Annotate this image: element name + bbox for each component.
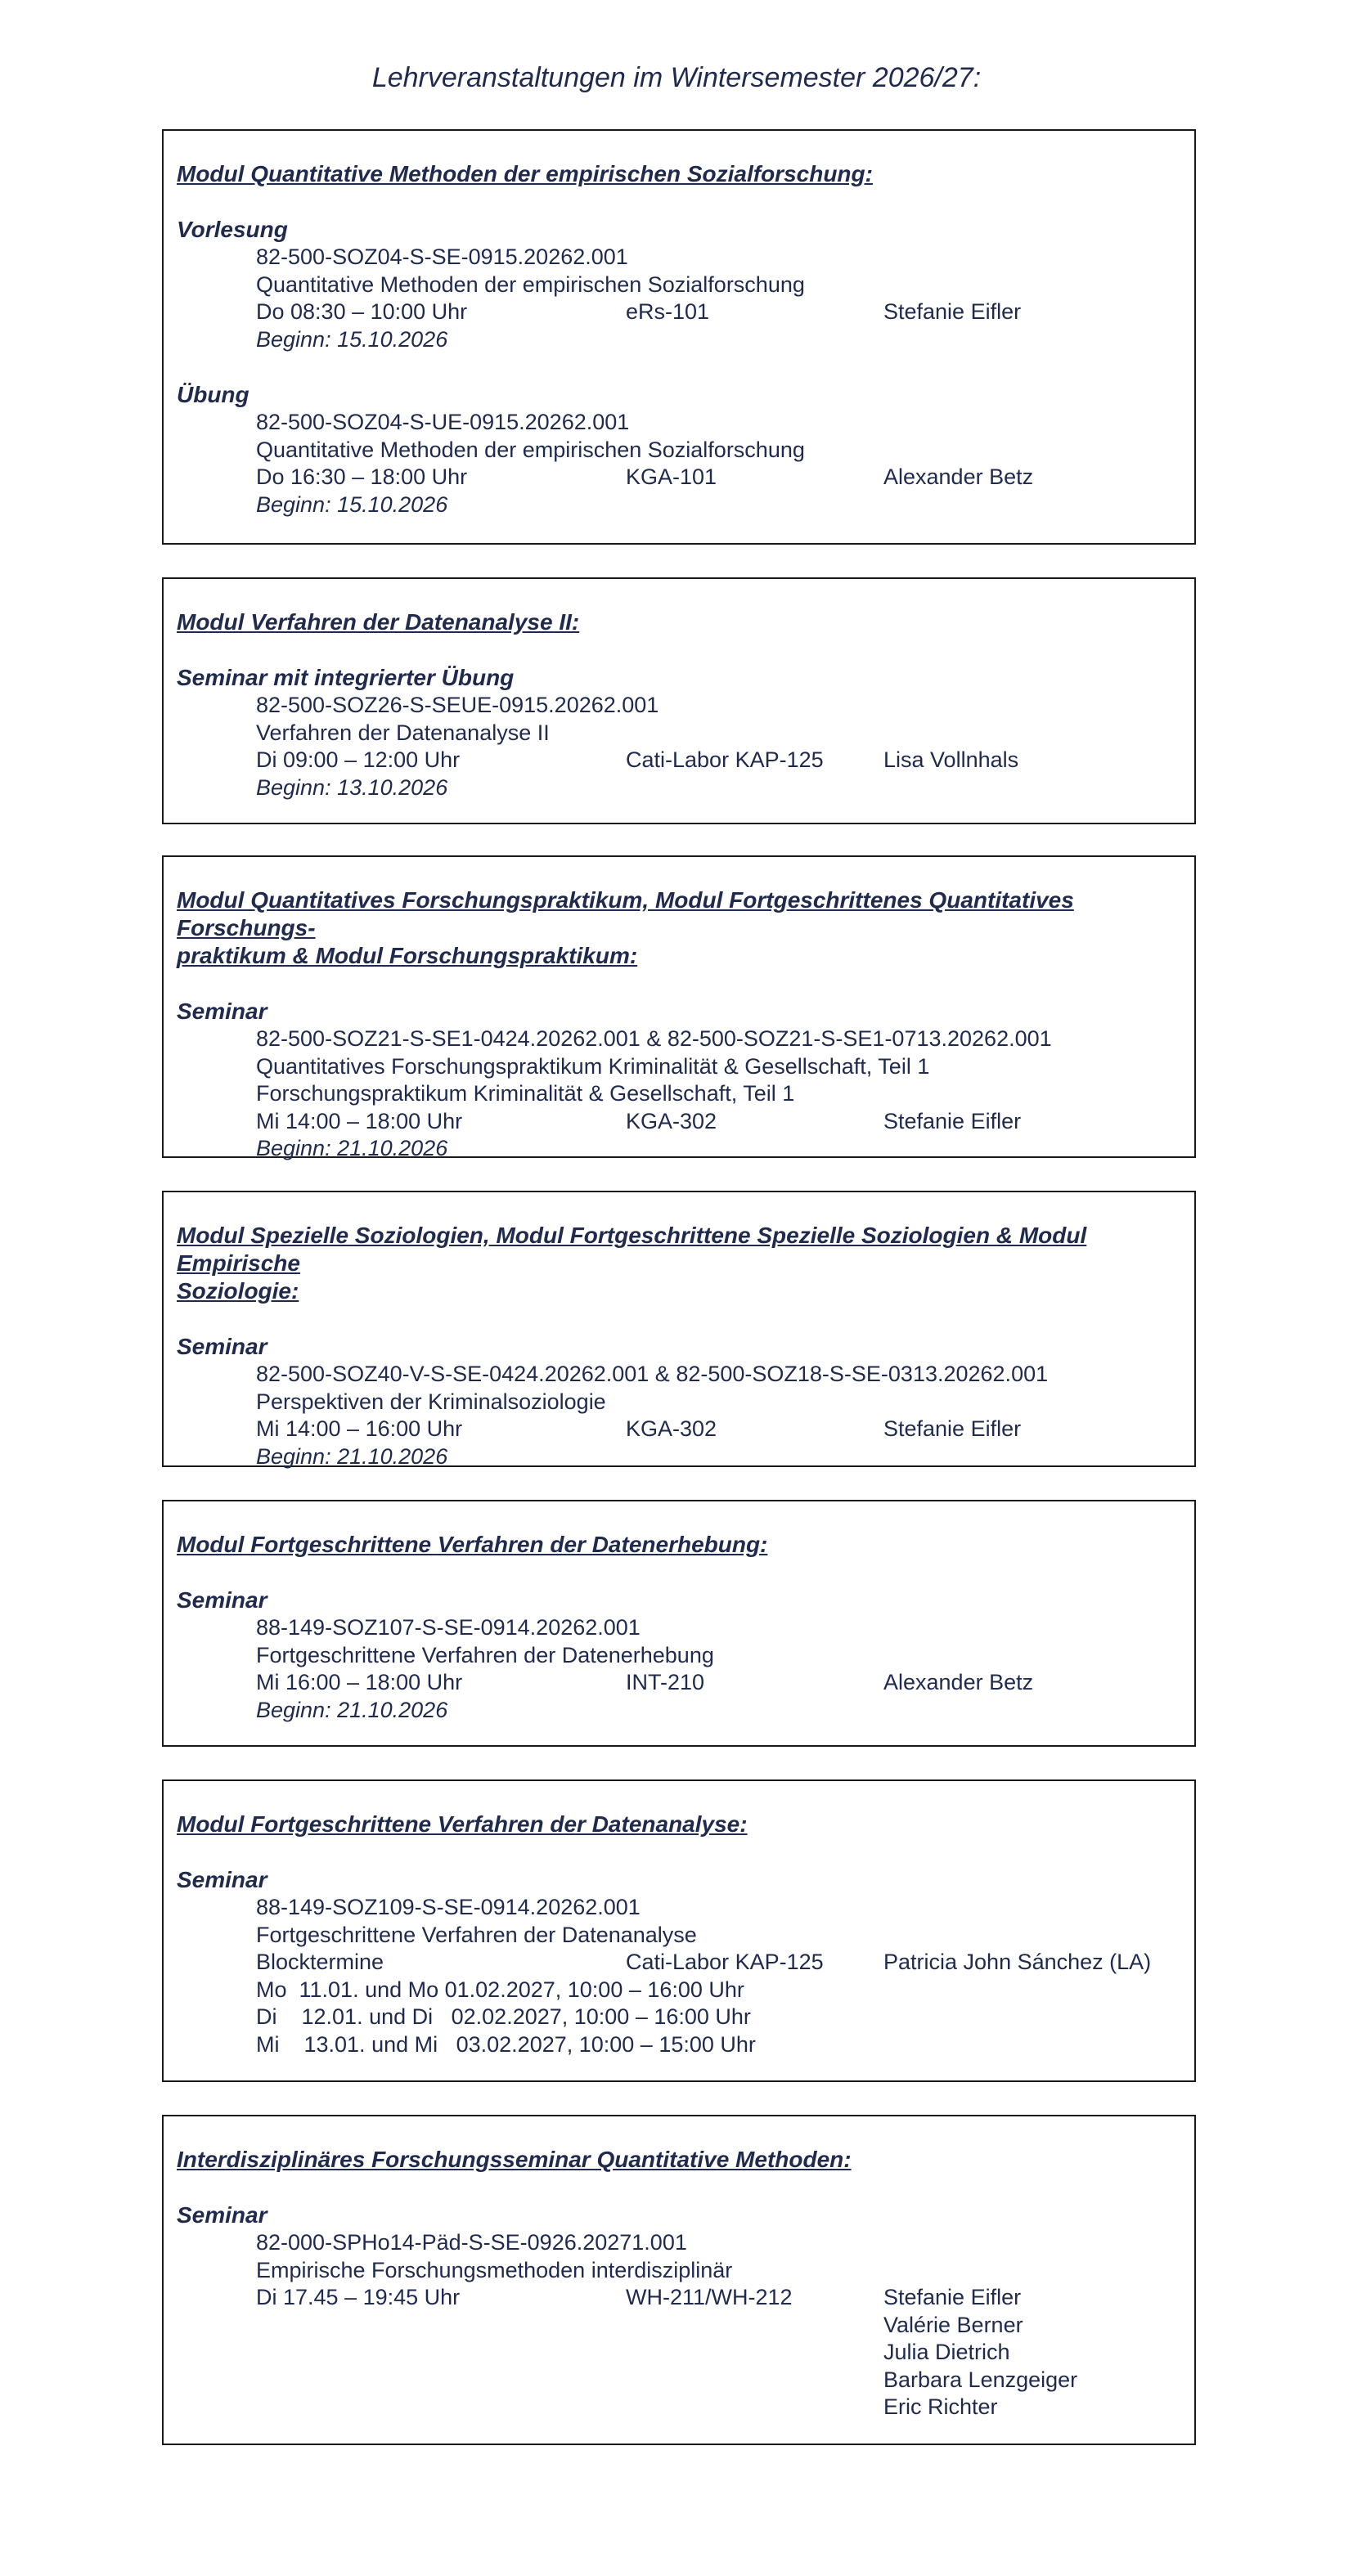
- course-schedule-row: [256, 747, 1194, 774]
- course-room: KGA-302: [626, 1416, 717, 1441]
- course-start: Beginn: 15.10.2026: [256, 491, 448, 517]
- course-time: Do 16:30 – 18:00 Uhr: [256, 464, 468, 489]
- course-start: Beginn: 13.10.2026: [256, 774, 448, 800]
- course-room: Cati-Labor KAP-125: [626, 747, 824, 772]
- block-date: [256, 2031, 1194, 2059]
- module-box-interdisziplinaer: [162, 2115, 1196, 2445]
- module-title: [177, 886, 1142, 970]
- course-code: 82-500-SOZ21-S-SE1-0424.20262.001 & 82-500-SOZ21-S-SE1-0713.20262.001: [256, 1026, 1052, 1051]
- course-schedule-row: [256, 1949, 1194, 1977]
- module-title-line: Modul Quantitatives Forschungspraktikum, Modul Fortgeschrittenes Quantitatives Forschungs-: [177, 887, 1074, 940]
- course-room: Cati-Labor KAP-125: [626, 1950, 824, 1974]
- course-lecturer: Patricia John Sánchez (LA): [883, 1950, 1152, 1974]
- course-start: Beginn: 21.10.2026: [256, 1697, 448, 1722]
- course-schedule-row: [256, 1416, 1194, 1443]
- course-entry: [177, 1866, 1194, 2058]
- course-room: WH-211/WH-212: [626, 2285, 793, 2309]
- module-box-spezielle-soziologien: [162, 1191, 1196, 1467]
- course-entry: [177, 381, 1194, 518]
- module-title-line: praktikum & Modul Forschungspraktikum:: [177, 943, 638, 968]
- course-code: 82-500-SOZ40-V-S-SE-0424.20262.001 & 82-500-SOZ18-S-SE-0313.20262.001: [256, 1362, 1049, 1386]
- course-name: Perspektiven der Kriminalsoziologie: [256, 1389, 606, 1414]
- course-name-secondary: Forschungspraktikum Kriminalität & Gesellschaft, Teil 1: [256, 1081, 795, 1106]
- course-lecturer: Alexander Betz: [883, 1670, 1034, 1694]
- course-type: Übung: [177, 382, 249, 407]
- module-title: Modul Quantitative Methoden der empirischen Sozialforschung:: [177, 161, 873, 186]
- module-title-line: Soziologie:: [177, 1278, 299, 1304]
- course-code: 88-149-SOZ109-S-SE-0914.20262.001: [256, 1895, 641, 1919]
- course-lecturer: Alexander Betz: [883, 464, 1034, 489]
- course-code: 88-149-SOZ107-S-SE-0914.20262.001: [256, 1615, 641, 1640]
- course-time: Mi 14:00 – 16:00 Uhr: [256, 1416, 463, 1441]
- course-lecturer: Valérie Berner: [883, 2312, 1023, 2337]
- module-title: Modul Fortgeschrittene Verfahren der Datenanalyse:: [177, 1811, 748, 1837]
- block-date: [256, 1977, 1194, 2004]
- module-title: Modul Fortgeschrittene Verfahren der Datenerhebung:: [177, 1532, 768, 1557]
- module-box-datenerhebung: [162, 1500, 1196, 1747]
- course-schedule-row: [256, 464, 1194, 491]
- course-lecturer-row: [256, 2367, 1194, 2394]
- module-title: Modul Verfahren der Datenanalyse II:: [177, 609, 580, 635]
- course-room: KGA-101: [626, 464, 717, 489]
- course-lecturer: Eric Richter: [883, 2394, 998, 2419]
- course-start: Beginn: 21.10.2026: [256, 1136, 448, 1160]
- course-type: Vorlesung: [177, 217, 288, 242]
- course-code: 82-500-SOZ04-S-SE-0915.20262.001: [256, 245, 628, 269]
- course-type: Seminar: [177, 1867, 267, 1892]
- module-box-forschungspraktikum: [162, 855, 1196, 1158]
- course-entry: [177, 1333, 1194, 1470]
- course-type: Seminar: [177, 1334, 267, 1359]
- course-room: INT-210: [626, 1670, 705, 1694]
- course-schedule-row: [256, 1108, 1194, 1136]
- module-title: [177, 1222, 1142, 1305]
- course-room: eRs-101: [626, 299, 710, 324]
- course-name: Fortgeschrittene Verfahren der Datenerhebung: [256, 1642, 714, 1667]
- course-time: Di 17.45 – 19:45 Uhr: [256, 2285, 461, 2309]
- course-entry: [177, 1586, 1194, 1724]
- course-lecturer: Stefanie Eifler: [883, 1108, 1022, 1133]
- course-code: 82-500-SOZ04-S-UE-0915.20262.001: [256, 410, 630, 434]
- course-lecturer: Stefanie Eifler: [883, 2285, 1022, 2309]
- course-code: 82-500-SOZ26-S-SEUE-0915.20262.001: [256, 693, 659, 717]
- course-type: Seminar mit integrierter Übung: [177, 665, 515, 690]
- module-title: Interdisziplinäres Forschungsseminar Quantitative Methoden:: [177, 2147, 852, 2172]
- course-time: Mi 16:00 – 18:00 Uhr: [256, 1670, 463, 1694]
- course-name: Quantitatives Forschungspraktikum Kriminalität & Gesellschaft, Teil 1: [256, 1053, 930, 1079]
- course-code: 82-000-SPHo14-Päd-S-SE-0926.20271.001: [256, 2230, 687, 2255]
- course-type: Seminar: [177, 2202, 267, 2228]
- course-schedule-row: [256, 298, 1194, 326]
- course-start: Beginn: 15.10.2026: [256, 326, 448, 352]
- course-name: Verfahren der Datenanalyse II: [256, 720, 550, 745]
- course-room: KGA-302: [626, 1108, 717, 1133]
- course-time: Di 09:00 – 12:00 Uhr: [256, 747, 461, 772]
- module-box-datenanalyse-ii: [162, 577, 1196, 824]
- course-lecturer-row: [256, 2312, 1194, 2340]
- course-schedule-row: [256, 2284, 1194, 2312]
- course-type: Seminar: [177, 1587, 267, 1613]
- course-name: Quantitative Methoden der empirischen Sozialforschung: [256, 437, 805, 462]
- course-name: Fortgeschrittene Verfahren der Datenanalyse: [256, 1922, 697, 1947]
- course-lecturer: Stefanie Eifler: [883, 299, 1022, 324]
- block-dates: [177, 1977, 1194, 2059]
- module-box-datenanalyse-fortgeschritten: [162, 1779, 1196, 2082]
- course-name: Quantitative Methoden der empirischen Sozialforschung: [256, 272, 805, 297]
- course-lecturer: Lisa Vollnhals: [883, 747, 1019, 772]
- course-entry: [177, 2201, 1194, 2421]
- course-entry: [177, 216, 1194, 353]
- course-schedule-row: [256, 1669, 1194, 1697]
- block-date-text: Di 12.01. und Di 02.02.2027, 10:00 – 16:00 Uhr: [256, 2004, 751, 2029]
- course-time: Do 08:30 – 10:00 Uhr: [256, 299, 468, 324]
- module-title-line: Modul Spezielle Soziologien, Modul Fortgeschrittene Spezielle Soziologien & Modul Empirische: [177, 1223, 1087, 1276]
- block-date-text: Mo 11.01. und Mo 01.02.2027, 10:00 – 16:00 Uhr: [256, 1977, 744, 2002]
- course-entry: [177, 998, 1194, 1163]
- course-lecturer-row: [256, 2394, 1194, 2421]
- course-lecturer: Barbara Lenzgeiger: [883, 2367, 1078, 2392]
- course-lecturer: Julia Dietrich: [883, 2340, 1010, 2364]
- block-date: [256, 2004, 1194, 2031]
- course-lecturer-row: [256, 2339, 1194, 2367]
- course-time: Blocktermine: [256, 1950, 384, 1974]
- page-title: Lehrveranstaltungen im Wintersemester 2026/27:: [371, 62, 982, 93]
- course-start: Beginn: 21.10.2026: [256, 1443, 448, 1469]
- module-box-quantitative-methoden: [162, 129, 1196, 545]
- course-time: Mi 14:00 – 18:00 Uhr: [256, 1108, 463, 1133]
- course-lecturer: Stefanie Eifler: [883, 1416, 1022, 1441]
- block-date-text: Mi 13.01. und Mi 03.02.2027, 10:00 – 15:00 Uhr: [256, 2031, 756, 2057]
- course-entry: [177, 664, 1194, 801]
- course-type: Seminar: [177, 999, 267, 1024]
- course-name: Empirische Forschungsmethoden interdisziplinär: [256, 2257, 733, 2282]
